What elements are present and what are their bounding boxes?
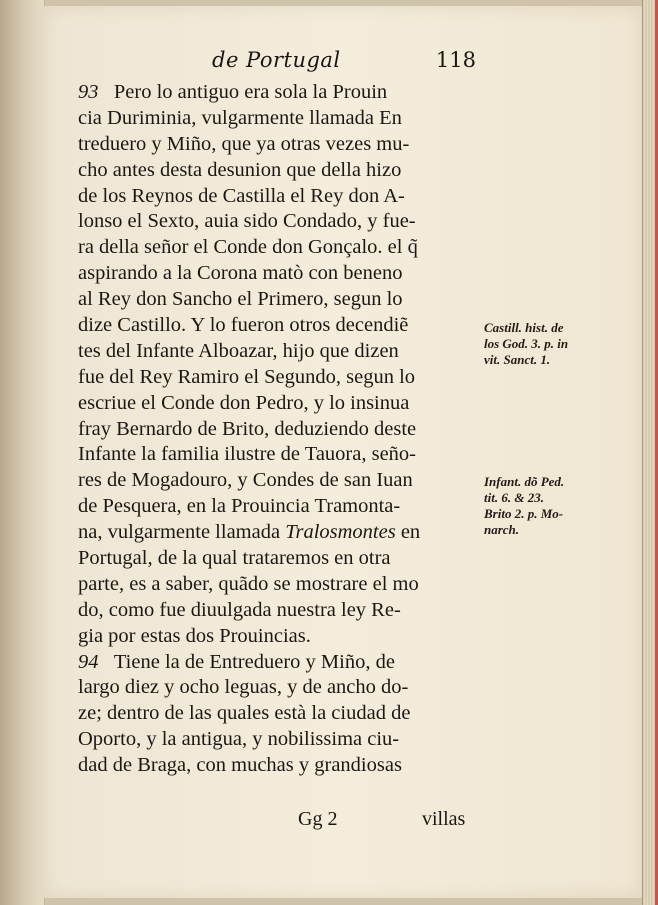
text-line: ze; dentro de las quales està la ciudad de <box>78 702 411 725</box>
paragraph-number: 94 <box>78 650 99 673</box>
text-line: 94 Tiene la de Entreduero y Miño, de <box>78 650 395 673</box>
running-header <box>212 48 482 78</box>
text-line: cia Duriminia, vulgarmente llamada En <box>78 106 402 129</box>
book-gutter <box>0 0 45 905</box>
text-line: parte, es a saber, quãdo se mostrare el mo <box>78 572 419 595</box>
text-line: gia por estas dos Prouincias. <box>78 624 311 647</box>
text-line: largo diez y ocho leguas, y de ancho do- <box>78 676 409 699</box>
text-line: cho antes desta desunion que della hizo <box>78 158 402 181</box>
text-line: aspirando a la Corona matò con beneno <box>78 262 403 285</box>
text-line: res de Mogadouro, y Condes de san Iuan <box>78 469 413 492</box>
main-text-block <box>78 80 488 779</box>
catchword: villas <box>422 808 466 830</box>
running-title: de Portugal <box>212 48 341 72</box>
folio-number: 118 <box>435 48 476 72</box>
text-line: do, como fue diuulgada nuestra ley Re- <box>78 598 401 621</box>
page-fore-edge <box>642 0 658 905</box>
text-line: escriue el Conde don Pedro, y lo insinua <box>78 391 410 414</box>
text-line: Infante la familia ilustre de Tauora, seño- <box>78 443 417 466</box>
text-line: fray Bernardo de Brito, deduziendo deste <box>78 417 417 440</box>
margin-note-infant-brito: Infant. dõ Ped. tit. 6. & 23. Brito 2. p. Mo- narch. <box>484 474 565 537</box>
text-line: de Pesquera, en la Prouincia Tramonta- <box>78 495 401 518</box>
signature-mark: Gg 2 <box>298 808 338 830</box>
text-line: dad de Braga, con muchas y grandiosas <box>78 754 402 777</box>
italic-place-name: Tralosmontes <box>285 521 396 544</box>
text-line: ra della señor el Conde don Gonçalo. el q̃ <box>78 236 418 259</box>
text-line: tes del Infante Alboazar, hijo que dizen <box>78 339 399 362</box>
text-line: 93 Pero lo antiguo era sola la Prouin <box>78 81 388 103</box>
text-line: na, vulgarmente llamada Tralosmontes en <box>78 521 421 544</box>
paragraph-number: 93 <box>78 81 99 103</box>
text-line: fue del Rey Ramiro el Segundo, segun lo <box>78 365 416 388</box>
text-line: dize Castillo. Y lo fueron otros decendiẽ <box>78 314 409 337</box>
text-line: Portugal, de la qual trataremos en otra <box>78 547 391 570</box>
margin-note-castillo: Castill. hist. de los God. 3. p. in vit. Sanct. 1. <box>484 320 569 367</box>
text-line: treduero y Miño, que ya otras vezes mu- <box>78 132 410 155</box>
text-line: de los Reynos de Castilla el Rey don A- <box>78 184 405 207</box>
text-line: Oporto, y la antigua, y nobilissima ciu- <box>78 728 400 751</box>
text-line: lonso el Sexto, auia sido Condado, y fue- <box>78 210 416 233</box>
text-line: al Rey don Sancho el Primero, segun lo <box>78 288 403 311</box>
